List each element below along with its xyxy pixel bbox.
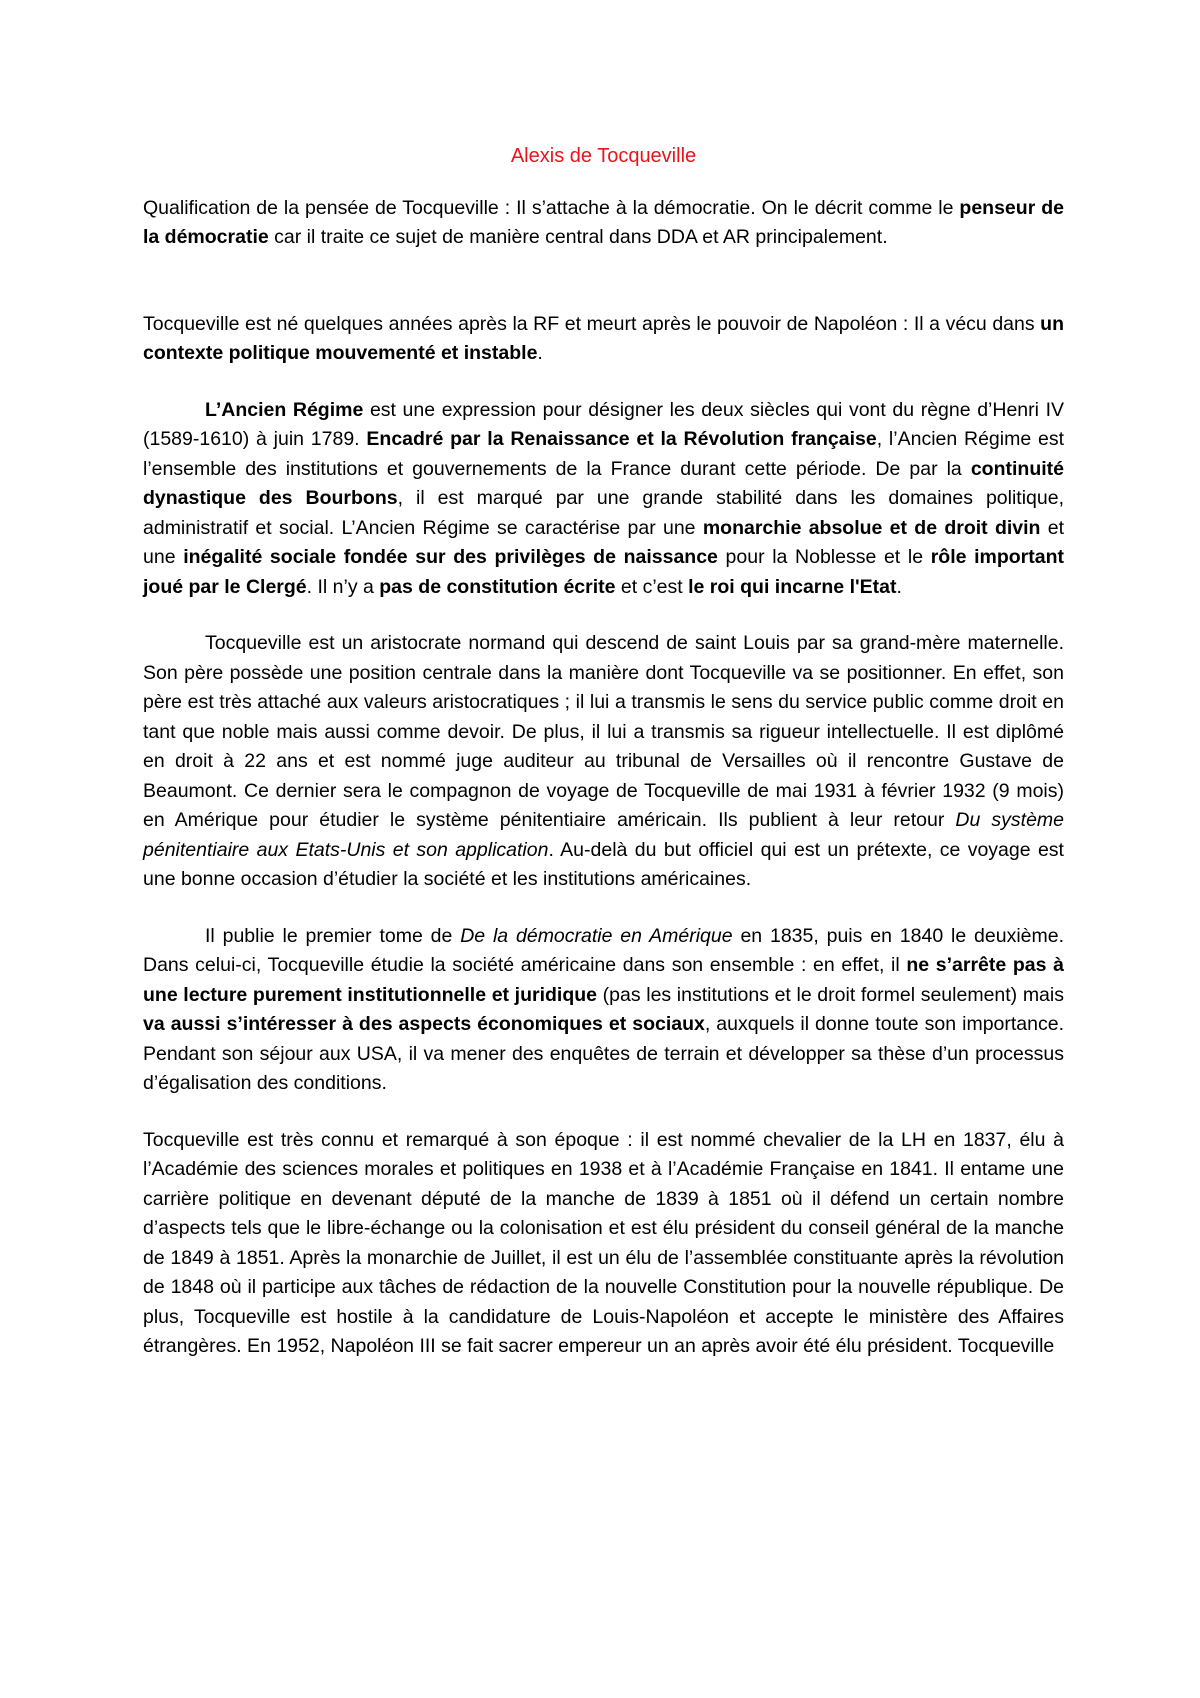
text-run: . <box>896 575 902 598</box>
bold-text-run: va aussi s’intéresser à des aspects économiques et sociaux <box>143 1013 705 1035</box>
paragraph-ancien-regime <box>143 396 1064 603</box>
text-run: Tocqueville est né quelques années après la RF et meurt après le pouvoir de Napoléon : Il a vécu dans <box>143 312 1041 335</box>
italic-text-run: Du système pénitentiaire aux Etats-Unis et son application <box>143 809 1064 861</box>
bold-text-run: continuité dynastique des Bourbons <box>143 457 1064 509</box>
text-run: . Il n’y a <box>306 575 380 598</box>
text-run: Il publie le premier tome de <box>205 924 461 947</box>
text-run: Tocqueville est très connu et remarqué à son époque : il est nommé chevalier de la LH en 1837, élu à l’Académie des sciences morales et politiques en 1938 et à l’Académie Française en 1841. Il entame une carrière politique en devenant député de la manche de 1839 à 1851 où il défend un certain nombre d’aspects tels que le libre-échange ou la colonisation et est élu président du conseil général de la manche de 1849 à 1851. Après la monarchie de Juillet, il est un élu de l’assemblée constituante après la révolution de 1848 où il participe aux tâches de rédaction de la nouvelle Constitution pour la nouvelle république. De plus, Tocqueville est hostile à la candidature de Louis-Napoléon et accepte le ministère des Affaires étrangères. En 1952, Napoléon III se fait sacrer empereur un an après avoir été élu président. Tocqueville <box>143 1128 1064 1357</box>
bold-text-run: ne s’arrête pas à une lecture purement institutionnelle et juridique <box>143 954 1064 1006</box>
text-run: Tocqueville est un aristocrate normand qui descend de saint Louis par sa grand-mère maternelle. Son père possède une position centrale dans la manière dont Tocqueville va se positionner. En effet, son père est très attaché aux valeurs aristocratiques ; il lui a transmis le sens du service public comme droit en tant que noble mais aussi comme devoir. De plus, il lui a transmis sa rigueur intellectuelle. Il est diplômé en droit à 22 ans et est nommé juge auditeur au tribunal de Versailles où il rencontre Gustave de Beaumont. Ce dernier sera le compagnon de voyage de Tocqueville de mai 1931 à février 1932 (9 mois) en Amérique pour étudier le système pénitentiaire américain. Ils publient à leur retour <box>143 632 1064 831</box>
text-run: en 1835, puis en 1840 le deuxième. Dans celui-ci, Tocqueville étudie la société américaine dans son ensemble : en effet, il <box>143 924 1064 976</box>
text-run: , l’Ancien Régime est l’ensemble des institutions et gouvernements de la France durant cette période. De par la <box>143 428 1064 480</box>
paragraph-career <box>143 1126 1064 1362</box>
text-run: pour la Noblesse et le <box>717 546 931 568</box>
bold-text-run: un contexte politique mouvementé et instable <box>143 312 1064 364</box>
bold-text-run: rôle important joué par le Clergé <box>143 546 1065 598</box>
text-run: . Au-delà du but officiel qui est un prétexte, ce voyage est une bonne occasion d’étudier la société et les institutions américaines. <box>143 838 1064 890</box>
bold-text-run: inégalité sociale fondée sur des privilèges de naissance <box>183 546 718 568</box>
text-run: (pas les institutions et le droit formel seulement) mais <box>597 983 1064 1006</box>
document-body <box>143 142 1064 1362</box>
bold-text-run: pas de constitution écrite <box>379 575 616 598</box>
text-run: est une expression pour désigner les deux siècles qui vont du règne d’Henri IV (1589-1610) à juin 1789. <box>143 398 1064 450</box>
bold-text-run: L’Ancien Régime <box>205 398 364 421</box>
text-run: Qualification de la pensée de Tocqueville : Il s’attache à la démocratie. On le décrit comme le <box>143 196 960 219</box>
bold-text-run: monarchie absolue et de droit divin <box>702 516 1041 539</box>
text-run: et c’est <box>615 575 689 598</box>
paragraph-democratie <box>143 922 1064 1099</box>
bold-text-run: Encadré par la Renaissance et la Révolution française <box>366 428 877 450</box>
paragraph-biography <box>143 629 1064 895</box>
text-run: . <box>537 342 543 364</box>
bold-text-run: penseur de la démocratie <box>143 196 1064 248</box>
text-run: car il traite ce sujet de manière central dans DDA et AR principalement. <box>268 226 888 248</box>
text-run: , auxquels il donne toute son importance. Pendant son séjour aux USA, il va mener des enquêtes de terrain et développer sa thèse d’un processus d’égalisation des conditions. <box>143 1013 1064 1094</box>
text-run: et une <box>143 516 1064 568</box>
paragraph-qualification <box>143 194 1064 253</box>
bold-text-run: le roi qui incarne l'Etat <box>688 575 897 598</box>
italic-text-run: De la démocratie en Amérique <box>460 924 733 947</box>
document-title: Alexis de Tocqueville <box>510 145 697 167</box>
text-run: , il est marqué par une grande stabilité dans les domaines politique, administratif et social. L’Ancien Régime se caractérise par une <box>143 487 1065 539</box>
paragraph-context <box>143 310 1064 369</box>
